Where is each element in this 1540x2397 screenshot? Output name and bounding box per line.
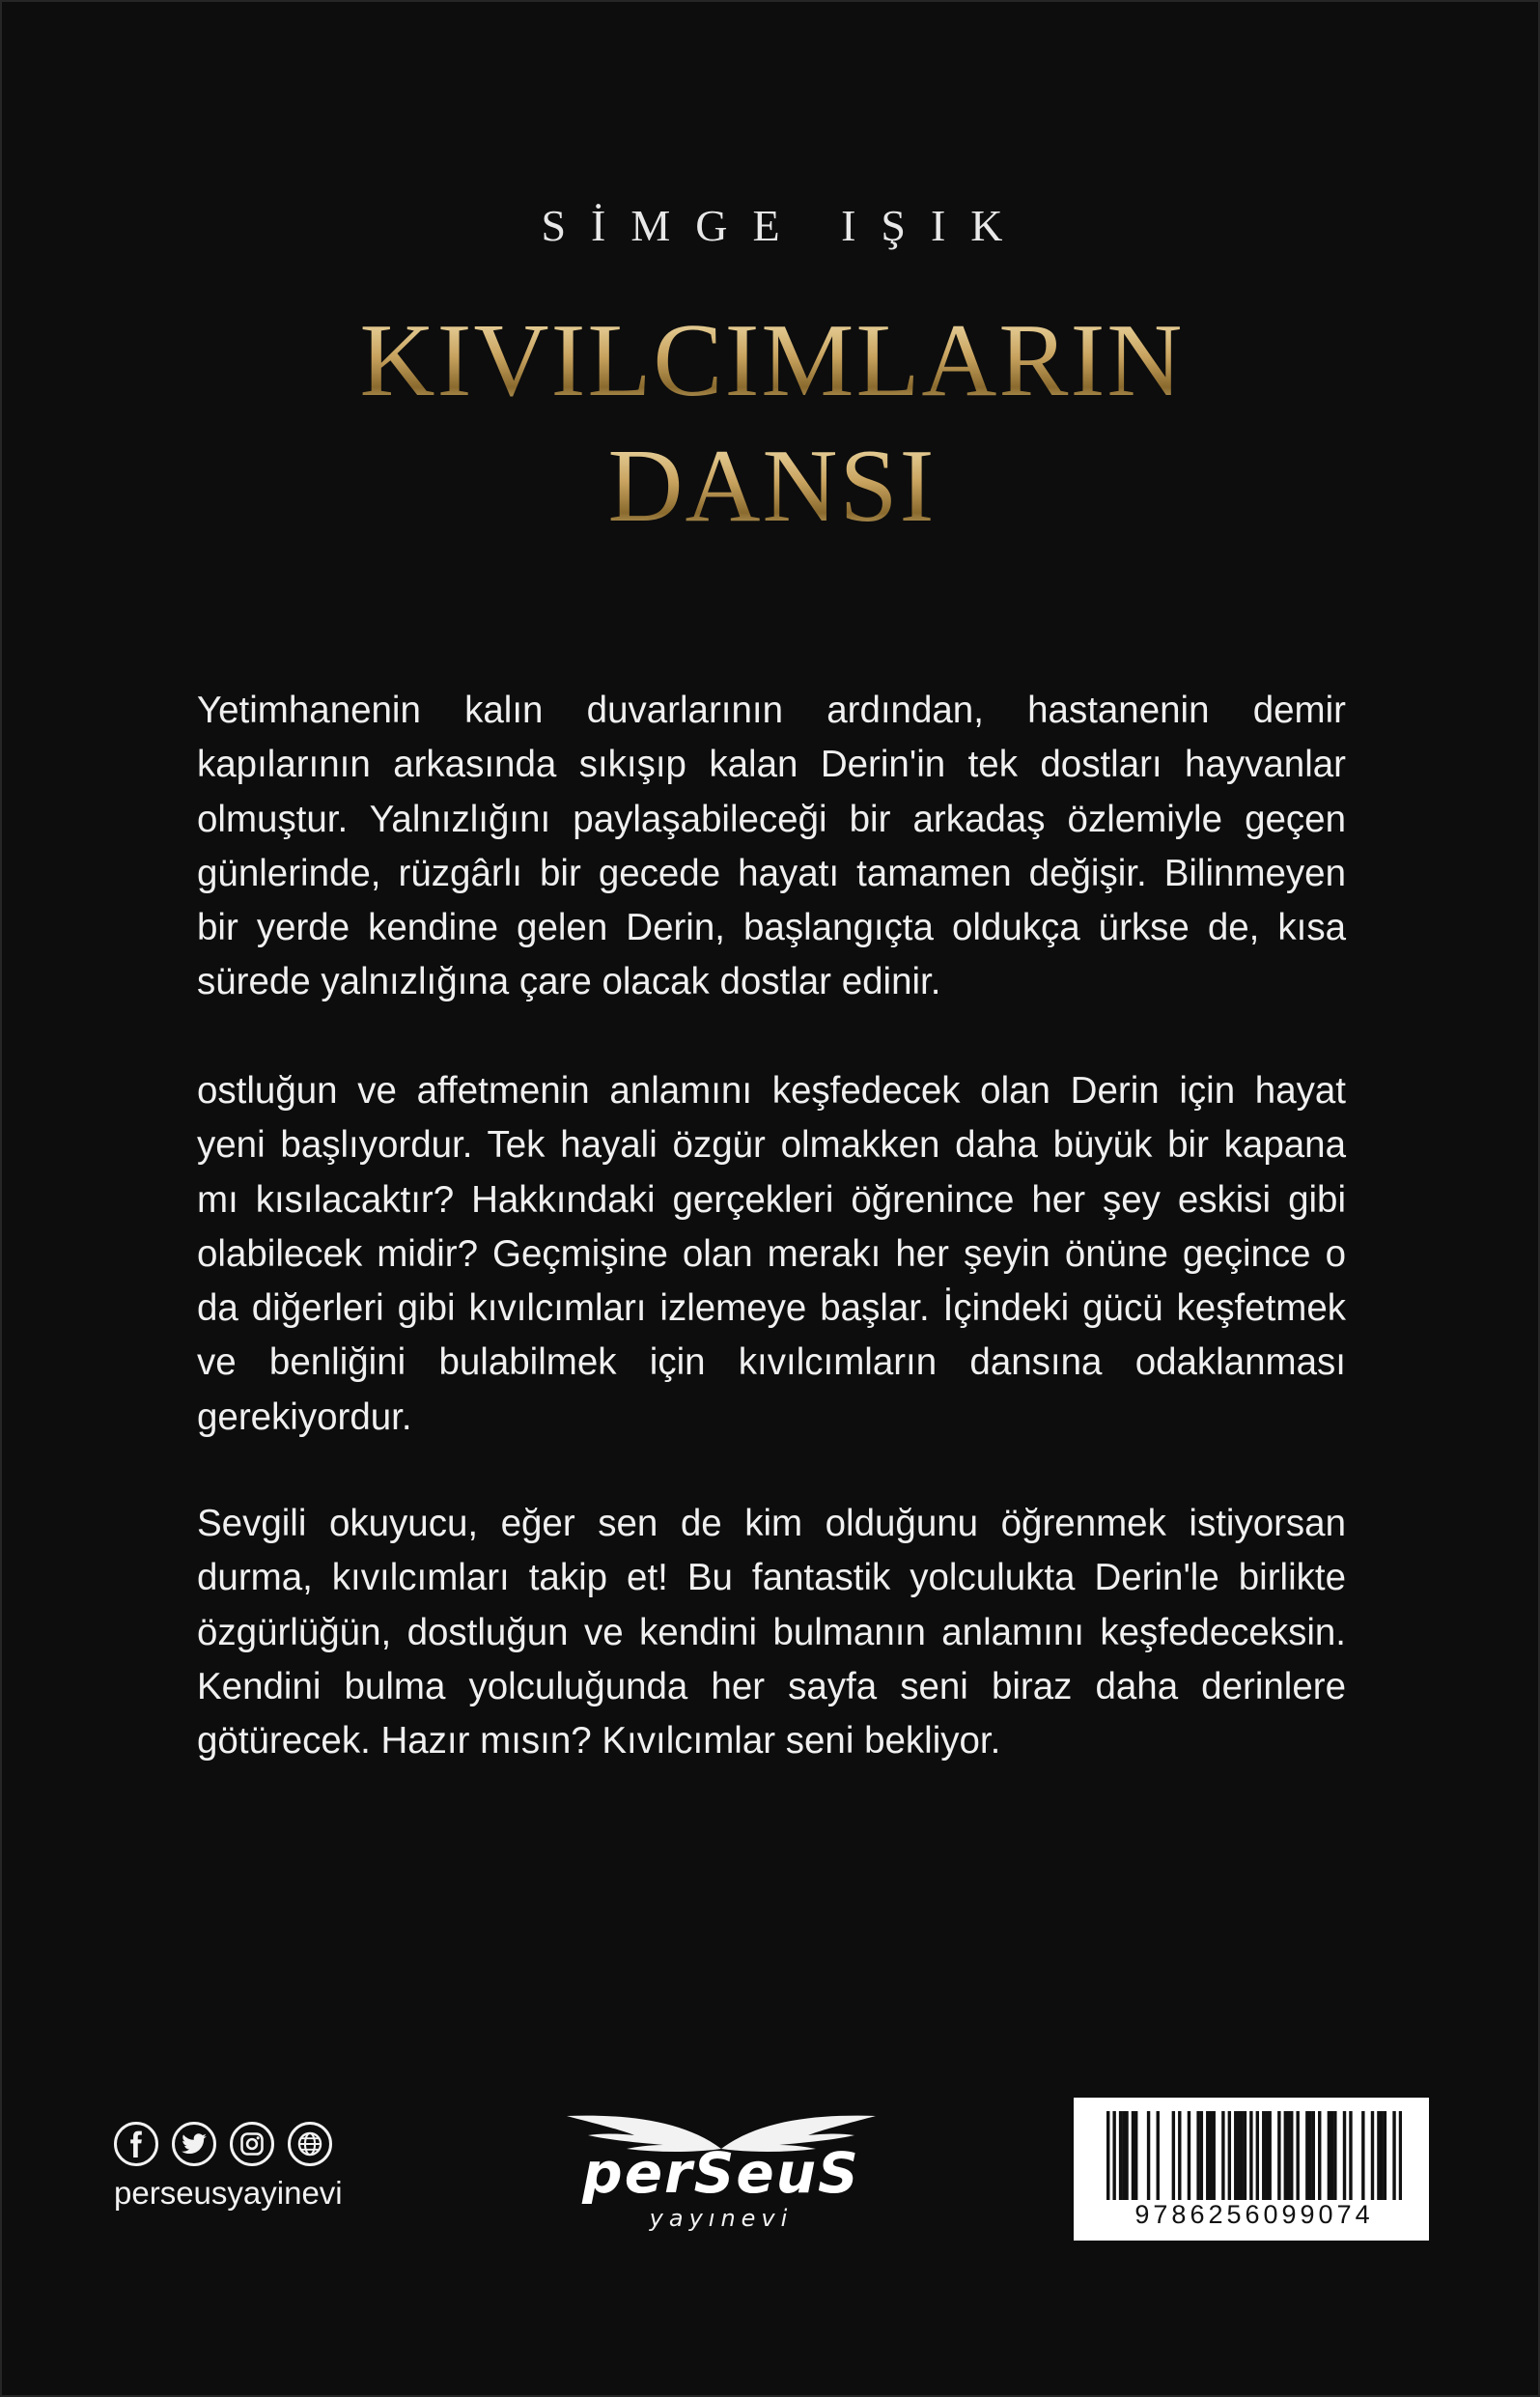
barcode-bar xyxy=(1234,2111,1237,2200)
barcode-bar xyxy=(1380,2111,1383,2200)
barcode-bar xyxy=(1349,2111,1352,2200)
barcode-bar xyxy=(1228,2111,1231,2200)
barcode-bar xyxy=(1308,2111,1311,2200)
barcode-bar xyxy=(1200,2111,1203,2200)
publisher-logo xyxy=(567,2112,876,2232)
barcode-bar xyxy=(1392,2111,1395,2200)
barcode-bar xyxy=(1249,2111,1252,2200)
barcode-bar xyxy=(1147,2111,1150,2200)
facebook-icon[interactable] xyxy=(114,2122,158,2166)
blurb-paragraph-3: Sevgili okuyucu, eğer sen de kim olduğunu öğrenmek istiyorsan durma, kıvılcımları takip et! Bu fantastik yolculukta Derin'le birlikte özgürlüğün, dostluğun ve kendini bulmanın anlamını keşfedeceksin. Kendini bulma yolculuğunda her sayfa seni biraz daha derinlere götürecek. Hazır mısın? Kıvılcımlar seni bekliyor. xyxy=(197,1503,1346,1762)
globe-icon[interactable] xyxy=(288,2122,332,2166)
author-name: SİMGE IŞIK xyxy=(541,201,1028,250)
barcode-bar xyxy=(1206,2111,1209,2200)
barcode-bar xyxy=(1122,2111,1125,2200)
barcode-bar xyxy=(1328,2111,1330,2200)
barcode-bar xyxy=(1256,2111,1259,2200)
barcode-bar xyxy=(1132,2111,1134,2200)
book-title-line-2: DANSI xyxy=(2,435,1540,539)
barcode-bar xyxy=(1221,2111,1224,2200)
barcode-bar xyxy=(1399,2111,1402,2200)
social-icons xyxy=(114,2122,332,2166)
twitter-icon[interactable] xyxy=(172,2122,216,2166)
barcode-bar xyxy=(1157,2111,1160,2200)
barcode-bar xyxy=(1262,2111,1265,2200)
isbn-barcode xyxy=(1074,2098,1429,2241)
barcode-bar xyxy=(1213,2111,1216,2200)
isbn-number: 9786256099074 xyxy=(1134,2200,1374,2229)
barcode-bar xyxy=(1305,2111,1308,2200)
barcode-bar xyxy=(1119,2111,1122,2200)
barcode-bar xyxy=(1178,2111,1181,2200)
barcode-bars xyxy=(1106,2111,1402,2200)
barcode-bar xyxy=(1209,2111,1212,2200)
blurb-paragraph-2: ostluğun ve affetmenin anlamını keşfedecek olan Derin için hayat yeni başlıyordur. Tek hayali özgür olmakken daha büyük bir kapana mı kısılacaktır? Hakkındaki gerçekleri öğrenince her şey eskisi gibi olabilecek midir? Geçmişine olan merakı her şeyin önüne geçince o da diğerleri gibi kıvılcımları izlemeye başlar. İçindeki gücü keşfetmek ve benliğini bulabilmek için kıvılcımların dansına odaklanması gerekiyordur. xyxy=(197,1070,1346,1438)
barcode-bar xyxy=(1237,2111,1240,2200)
barcode-bar xyxy=(1265,2111,1268,2200)
barcode-bar xyxy=(1296,2111,1299,2200)
barcode-bar xyxy=(1241,2111,1244,2200)
barcode-bar xyxy=(1188,2111,1190,2200)
barcode-bar xyxy=(1244,2111,1246,2200)
barcode-bar xyxy=(1277,2111,1280,2200)
barcode-bar xyxy=(1333,2111,1336,2200)
blurb-paragraph-1: Yetimhanenin kalın duvarlarının ardından, hastanenin demir kapılarının arkasında sıkışıp kalan Derin'in tek dostları hayvanlar olmuştur. Yalnızlığını paylaşabileceği bir arkadaş özlemiyle geçen günlerinde, rüzgârlı bir gecede hayatı tamamen değişir. Bilinmeyen bir yerde kendine gelen Derin, başlangıçta oldukça ürkse de, kısa sürede yalnızlığına çare olacak dostlar edinir. xyxy=(197,690,1346,1003)
barcode-bar xyxy=(1384,2111,1386,2200)
barcode-bar xyxy=(1134,2111,1137,2200)
instagram-icon[interactable] xyxy=(230,2122,274,2166)
barcode-bar xyxy=(1287,2111,1290,2200)
barcode-bar xyxy=(1290,2111,1293,2200)
barcode-bar xyxy=(1371,2111,1374,2200)
social-handle: perseusyayinevi xyxy=(114,2175,343,2211)
barcode-bar xyxy=(1125,2111,1128,2200)
book-title-line-1: KIVILCIMLARIN xyxy=(2,309,1540,413)
barcode-bar xyxy=(1361,2111,1364,2200)
barcode-bar xyxy=(1112,2111,1115,2200)
barcode-bar xyxy=(1318,2111,1321,2200)
barcode-bar xyxy=(1106,2111,1109,2200)
barcode-bar xyxy=(1196,2111,1199,2200)
barcode-bar xyxy=(1330,2111,1333,2200)
barcode-bar xyxy=(1284,2111,1287,2200)
publisher-subtitle: yayınevi xyxy=(649,2205,794,2232)
barcode-bar xyxy=(1312,2111,1315,2200)
publisher-brand: perSeuS xyxy=(582,2140,860,2206)
barcode-bar xyxy=(1377,2111,1380,2200)
barcode-bar xyxy=(1268,2111,1271,2200)
barcode-bar xyxy=(1172,2111,1175,2200)
barcode-bar xyxy=(1343,2111,1346,2200)
